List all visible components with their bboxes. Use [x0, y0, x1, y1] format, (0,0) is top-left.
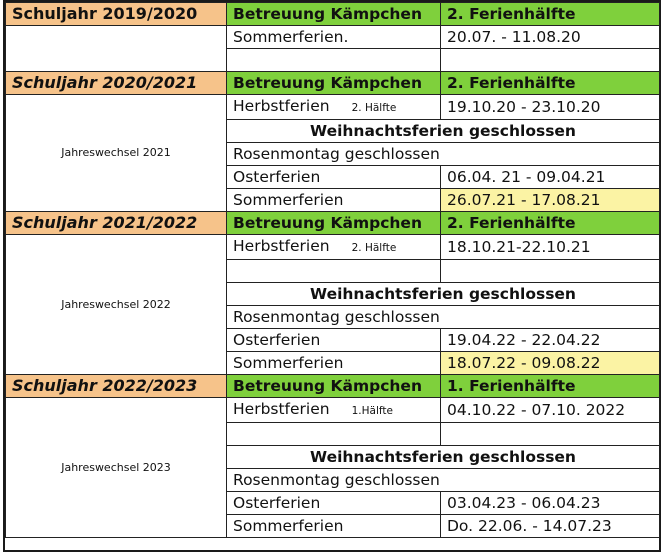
care-label: Betreuung Kämpchen	[227, 375, 441, 398]
holiday-half-label: 2. Ferienhälfte	[441, 212, 660, 235]
holiday-row	[6, 26, 660, 49]
holiday-half-note: 1.Hälfte	[351, 405, 393, 417]
holiday-row	[6, 95, 660, 120]
holiday-name-cell	[227, 398, 441, 423]
empty-cell	[441, 49, 660, 72]
holiday-half-note: 2. Hälfte	[351, 102, 397, 114]
holiday-date: 06.04. 21 - 09.04.21	[441, 166, 660, 189]
empty-cell	[6, 26, 227, 72]
holiday-name: Osterferien	[227, 166, 441, 189]
empty-cell	[441, 423, 660, 446]
holiday-half-label: 2. Ferienhälfte	[441, 3, 660, 26]
school-year-header-row	[6, 212, 660, 235]
school-year-label: Schuljahr 2020/2021	[6, 72, 227, 95]
holiday-name: Sommerferien.	[227, 26, 441, 49]
holiday-name: Sommerferien	[227, 189, 441, 212]
carnival-closure: Rosenmontag geschlossen	[227, 469, 660, 492]
care-label: Betreuung Kämpchen	[227, 212, 441, 235]
holiday-date: 19.10.20 - 23.10.20	[441, 95, 660, 120]
holiday-half-label: 1. Ferienhälfte	[441, 375, 660, 398]
school-year-label: Schuljahr 2021/2022	[6, 212, 227, 235]
holiday-name: Sommerferien	[227, 515, 441, 538]
holiday-half-note: 2. Hälfte	[351, 242, 397, 254]
empty-cell	[227, 423, 441, 446]
holiday-schedule-table	[5, 2, 660, 538]
empty-cell	[227, 49, 441, 72]
carnival-closure: Rosenmontag geschlossen	[227, 306, 660, 329]
holiday-date: 19.04.22 - 22.04.22	[441, 329, 660, 352]
holiday-half-label: 2. Ferienhälfte	[441, 72, 660, 95]
holiday-date: Do. 22.06. - 14.07.23	[441, 515, 660, 538]
school-year-header-row	[6, 72, 660, 95]
year-change-note: Jahreswechsel 2023	[6, 398, 227, 538]
holiday-name: Osterferien	[227, 492, 441, 515]
holiday-name-cell	[227, 235, 441, 260]
holiday-row	[6, 235, 660, 260]
carnival-closure: Rosenmontag geschlossen	[227, 143, 660, 166]
holiday-name: Herbstferien	[233, 400, 330, 418]
holiday-date-highlight: 18.07.22 - 09.08.22	[441, 352, 660, 375]
holiday-name-cell	[227, 95, 441, 120]
holiday-name: Sommerferien	[227, 352, 441, 375]
school-year-header-row	[6, 3, 660, 26]
christmas-closure: Weihnachtsferien geschlossen	[227, 120, 660, 143]
care-label: Betreuung Kämpchen	[227, 72, 441, 95]
holiday-date: 03.04.23 - 06.04.23	[441, 492, 660, 515]
school-year-label: Schuljahr 2022/2023	[6, 375, 227, 398]
year-change-note: Jahreswechsel 2022	[6, 235, 227, 375]
holiday-name: Osterferien	[227, 329, 441, 352]
holiday-name: Herbstferien	[233, 237, 330, 255]
holiday-name: Herbstferien	[233, 97, 330, 115]
care-label: Betreuung Kämpchen	[227, 3, 441, 26]
empty-cell	[227, 260, 441, 283]
school-year-label: Schuljahr 2019/2020	[6, 3, 227, 26]
holiday-date-highlight: 26.07.21 - 17.08.21	[441, 189, 660, 212]
holiday-date: 18.10.21-22.10.21	[441, 235, 660, 260]
holiday-schedule-sheet	[3, 0, 661, 552]
holiday-date: 20.07. - 11.08.20	[441, 26, 660, 49]
year-change-note: Jahreswechsel 2021	[6, 95, 227, 212]
holiday-date: 04.10.22 - 07.10. 2022	[441, 398, 660, 423]
christmas-closure: Weihnachtsferien geschlossen	[227, 446, 660, 469]
holiday-row	[6, 398, 660, 423]
school-year-header-row	[6, 375, 660, 398]
christmas-closure: Weihnachtsferien geschlossen	[227, 283, 660, 306]
empty-cell	[441, 260, 660, 283]
